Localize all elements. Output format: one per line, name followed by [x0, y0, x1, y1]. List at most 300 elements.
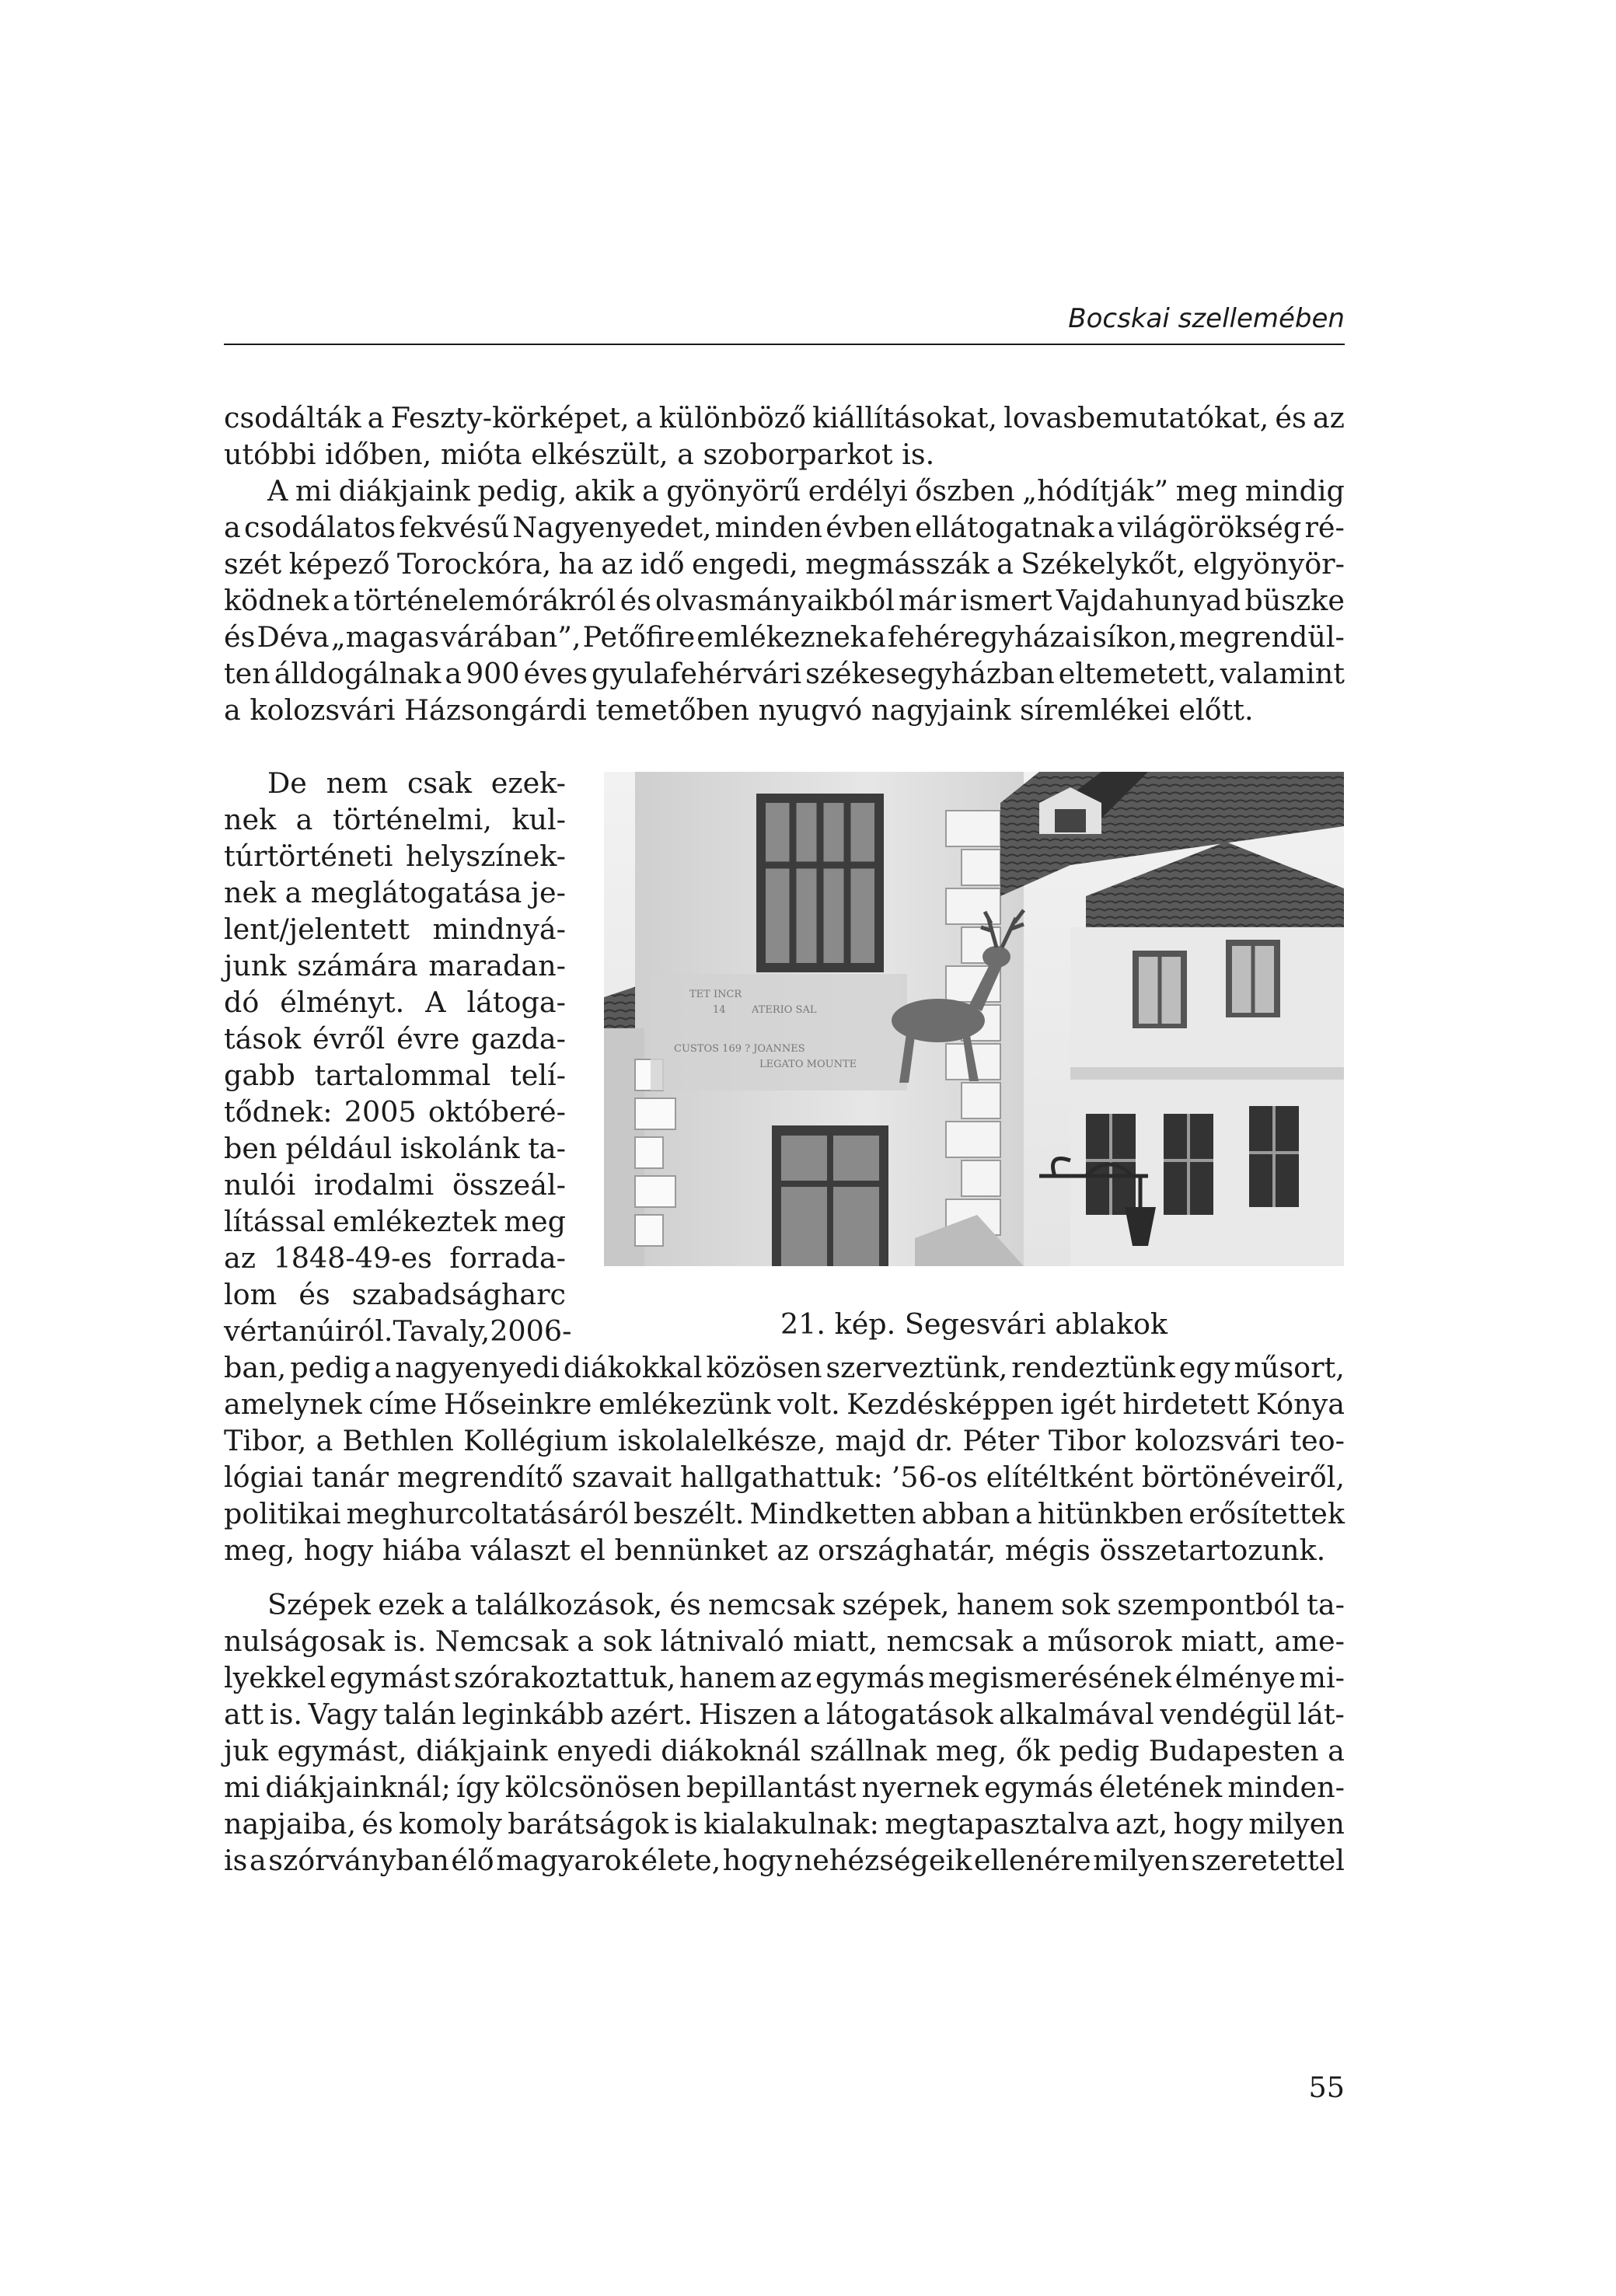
word: miatt,	[1181, 1624, 1266, 1658]
word: emlékeznek	[696, 620, 867, 654]
word: dó	[224, 986, 260, 1019]
word: és	[669, 1588, 701, 1621]
word: Péter	[962, 1424, 1039, 1457]
word: nek	[224, 876, 277, 909]
word: pedig	[290, 1351, 371, 1384]
word: sok	[1061, 1588, 1110, 1621]
word: Petőfire	[582, 620, 696, 654]
text-line	[224, 874, 566, 911]
text-line	[224, 509, 1345, 546]
inscription-line: 14	[713, 1004, 726, 1016]
word: barátságok	[508, 1807, 669, 1841]
word: 2005	[344, 1095, 417, 1129]
word: tanár	[311, 1460, 389, 1494]
word: ezek	[378, 1588, 444, 1621]
word: nyernek	[861, 1771, 979, 1804]
word: „hódítják”	[1022, 474, 1169, 508]
word: Kónya	[1255, 1387, 1345, 1421]
word: vértanúiról.	[224, 1314, 393, 1348]
word: mi	[295, 474, 332, 508]
word: fehéregyházai	[887, 620, 1091, 654]
word: és	[298, 1278, 330, 1311]
inscription-line: TET INCR	[689, 989, 742, 1000]
word: Kollégium	[463, 1424, 609, 1457]
word: hanem	[679, 1661, 777, 1694]
word: lát-	[1297, 1698, 1345, 1731]
word: a	[295, 803, 313, 836]
word: ködnek	[224, 584, 329, 617]
header-rule	[224, 344, 1345, 345]
word: a	[996, 547, 1014, 581]
word: gyönyörű	[666, 474, 801, 508]
word: Kezdésképpen	[846, 1387, 1054, 1421]
word: komoly	[398, 1807, 502, 1841]
word: közösen	[706, 1351, 822, 1384]
word: szét	[224, 547, 282, 581]
text-block-top	[224, 400, 1345, 728]
word: a	[577, 1624, 595, 1658]
word: kölcsönösen	[504, 1771, 681, 1804]
word: életének	[1098, 1771, 1223, 1804]
word: politikai	[224, 1497, 341, 1530]
word: bepillantást	[686, 1771, 857, 1804]
word: Vagy	[308, 1698, 378, 1731]
word: sok	[602, 1624, 652, 1658]
word: évre	[396, 1022, 460, 1056]
word: a	[869, 620, 886, 654]
text-line	[224, 1021, 566, 1057]
word: Mindketten	[749, 1497, 916, 1530]
word: kul-	[511, 803, 566, 836]
word: nagyenyedi	[395, 1351, 560, 1384]
word: lítással	[224, 1205, 326, 1238]
word: nemcsak	[886, 1624, 1014, 1658]
word: megmásszák	[805, 547, 989, 581]
word: diákoknál	[661, 1734, 801, 1767]
word: szempontból	[1117, 1588, 1300, 1621]
word: meghurcoltatásáról	[346, 1497, 629, 1530]
word: élete,	[640, 1844, 721, 1877]
word: vendégül	[1160, 1698, 1292, 1731]
word: a	[367, 401, 385, 434]
text-line	[224, 1696, 1345, 1732]
word: milyen	[1093, 1844, 1189, 1877]
text-line: a kolozsvári Házsongárdi temetőben nyugvó nagyjaink síremlékei előtt.	[224, 693, 1254, 727]
word: élő	[451, 1844, 494, 1877]
word: Hőseinkre	[443, 1387, 592, 1421]
word: a	[642, 474, 659, 508]
word: és	[620, 584, 651, 617]
word: magyarok	[496, 1844, 639, 1877]
word: hogy	[722, 1844, 793, 1877]
text-line: utóbbi időben, mióta elkészült, a szoborparkot is.	[224, 438, 935, 471]
word: beszélt.	[633, 1497, 745, 1530]
word: székesegyházban	[805, 657, 1055, 690]
word: Torockóra,	[396, 547, 552, 581]
word: tődnek:	[224, 1095, 333, 1129]
word: leginkább	[462, 1698, 604, 1731]
word: egymást,	[277, 1734, 407, 1767]
word: majd	[835, 1424, 906, 1457]
word: szabadságharc	[351, 1278, 566, 1311]
word: is.	[269, 1698, 302, 1731]
word: az	[1312, 401, 1345, 434]
text-line	[224, 947, 566, 984]
word: kolozsvári	[1134, 1424, 1281, 1457]
word: erősítettek	[1188, 1497, 1345, 1530]
word: szórványban	[268, 1844, 449, 1877]
text-line: meg, hogy hiába választ el bennünket az országhatár, mégis összetartozunk.	[224, 1534, 1326, 1567]
text-line	[224, 1349, 1345, 1386]
word: címe	[368, 1387, 438, 1421]
word: pedig,	[477, 474, 567, 508]
word: miatt,	[793, 1624, 878, 1658]
word: egymást	[329, 1661, 451, 1694]
text-line	[224, 400, 1345, 436]
word: napjaiba,	[224, 1807, 357, 1841]
word: élménye	[1174, 1661, 1296, 1694]
word: mindnyá-	[432, 912, 566, 946]
word: síkon,	[1092, 620, 1178, 654]
word: lom	[224, 1278, 277, 1311]
word: megtapasztalva	[885, 1807, 1110, 1841]
word: erdélyi	[808, 474, 908, 508]
word: a	[284, 876, 302, 909]
word: hanem	[956, 1588, 1054, 1621]
word: hitünkben	[1037, 1497, 1184, 1530]
word: meglátogatása	[310, 876, 522, 909]
word: történelmi,	[332, 803, 492, 836]
word: abban	[921, 1497, 1010, 1530]
word: évben	[825, 511, 912, 544]
word: csodálták	[224, 401, 361, 434]
word: minden	[714, 511, 822, 544]
word: ha	[558, 547, 594, 581]
word: a	[803, 1698, 821, 1731]
word: lógiai	[224, 1460, 304, 1494]
word: tartalommal	[314, 1059, 491, 1092]
text-line	[224, 619, 1345, 655]
word: látoga-	[466, 986, 566, 1019]
word: Feszty-körképet,	[390, 401, 630, 434]
word: iskolánk	[400, 1132, 520, 1165]
word: szerveztünk,	[825, 1351, 1008, 1384]
text-line	[224, 1732, 1345, 1769]
inscription-line: LEGATO MOUNTE	[759, 1059, 857, 1070]
text-line	[224, 1586, 1345, 1623]
word: hallgathattuk:	[679, 1460, 883, 1494]
word: lent/jelentett	[224, 912, 410, 946]
word: a	[1097, 511, 1115, 544]
word: Hiszen	[698, 1698, 798, 1731]
word: ben	[224, 1132, 277, 1165]
word: engedi,	[692, 547, 798, 581]
word: is	[224, 1844, 248, 1877]
word: műsorok	[1047, 1624, 1172, 1658]
word: a	[316, 1424, 333, 1457]
word: szállnak	[809, 1734, 927, 1767]
word: pedig	[1059, 1734, 1140, 1767]
word: egymás	[815, 1661, 925, 1694]
word: képező	[288, 547, 390, 581]
word: Tibor,	[224, 1424, 307, 1457]
text-line	[224, 1623, 1345, 1659]
word: ellenére	[973, 1844, 1091, 1877]
word: a	[1021, 1624, 1039, 1658]
word: összeál-	[452, 1168, 566, 1202]
word: a	[445, 657, 462, 690]
word: álldogálnak	[274, 657, 442, 690]
page-number: 55	[1308, 2071, 1345, 2104]
word: volt.	[777, 1387, 840, 1421]
word: ta-	[528, 1132, 566, 1165]
word: lovasbemutatókat,	[1003, 401, 1269, 434]
word: a	[332, 584, 350, 617]
word: Bethlen	[342, 1424, 454, 1457]
word: telí-	[510, 1059, 566, 1092]
word: egy	[1178, 1351, 1230, 1384]
word: A	[267, 474, 288, 508]
word: például	[285, 1132, 393, 1165]
word: 2006-	[490, 1314, 572, 1348]
text-line	[224, 1459, 1345, 1495]
word: is.	[393, 1624, 427, 1658]
word: ők	[1015, 1734, 1050, 1767]
running-head: Bocskai szellemében	[1068, 303, 1345, 334]
word: nehézségeik	[794, 1844, 972, 1877]
word: Szépek	[267, 1588, 371, 1621]
text-line	[224, 911, 566, 947]
word: 1848-49-es	[273, 1241, 432, 1275]
word: várában”,	[441, 620, 581, 654]
text-line	[224, 1313, 572, 1349]
word: enyedi	[557, 1734, 652, 1767]
word: A	[425, 986, 446, 1019]
text-line	[224, 1386, 1345, 1422]
word: világörökség	[1117, 511, 1302, 544]
word: Tibor	[1048, 1424, 1126, 1457]
word: ’56-os	[891, 1460, 978, 1494]
word: meg,	[935, 1734, 1007, 1767]
word: nulságosak	[224, 1624, 386, 1658]
word: idő	[640, 547, 685, 581]
word: a	[224, 511, 241, 544]
text-line	[224, 546, 1345, 582]
word: Székelykőt,	[1021, 547, 1186, 581]
word: megrendítő	[396, 1460, 564, 1494]
word: a	[374, 1351, 392, 1384]
word: börtönéveiről,	[1141, 1460, 1345, 1494]
word: olvasmányaikból	[655, 584, 895, 617]
word: dr.	[915, 1424, 954, 1457]
word: helyszínek-	[406, 839, 566, 873]
word: szeretettel	[1191, 1844, 1345, 1877]
word: élményt.	[280, 986, 405, 1019]
word: nulói	[224, 1168, 296, 1202]
word: Nemcsak	[435, 1624, 568, 1658]
word: ten	[224, 657, 270, 690]
word: diákjainknál;	[265, 1771, 451, 1804]
word: „magas	[330, 620, 439, 654]
word: kialakulnak:	[703, 1807, 879, 1841]
word: forrada-	[449, 1241, 566, 1275]
text-block-beside-figure	[224, 765, 572, 1349]
word: Tavaly,	[393, 1314, 490, 1348]
word: találkozások,	[475, 1588, 663, 1621]
text-line	[224, 1842, 1345, 1879]
word: hogy	[1173, 1807, 1243, 1841]
word: hirdetett	[1122, 1387, 1250, 1421]
word: szépek,	[842, 1588, 950, 1621]
word: a	[1328, 1734, 1345, 1767]
word: azért.	[609, 1698, 693, 1731]
word: maradan-	[428, 949, 566, 982]
word: je-	[530, 876, 566, 909]
word: Budapesten	[1148, 1734, 1319, 1767]
word: ismert	[959, 584, 1052, 617]
word: őszben	[915, 474, 1015, 508]
word: látogatások	[825, 1698, 993, 1731]
word: gazda-	[471, 1022, 566, 1056]
word: diákokkal	[563, 1351, 703, 1384]
text-block-bottom	[224, 1586, 1345, 1879]
word: irodalmi	[314, 1168, 435, 1202]
word: műsort,	[1234, 1351, 1345, 1384]
word: és	[361, 1807, 393, 1841]
word: talán	[383, 1698, 456, 1731]
text-line	[224, 1130, 566, 1167]
word: különböző	[658, 401, 806, 434]
photo-illustration	[604, 772, 1344, 1266]
word: szavait	[571, 1460, 672, 1494]
word: mi	[224, 1771, 260, 1804]
word: eltemetett,	[1058, 657, 1216, 690]
word: a	[451, 1588, 468, 1621]
figure-caption: 21. kép. Segesvári ablakok	[780, 1307, 1168, 1341]
word: meg	[504, 1205, 566, 1238]
word: diákjaink	[416, 1734, 548, 1767]
word: nem	[326, 766, 389, 800]
word: emlékezünk	[599, 1387, 771, 1421]
word: gabb	[224, 1059, 295, 1092]
word: Nagyenyedet,	[512, 511, 712, 544]
text-line	[224, 1422, 1345, 1459]
word: mindig	[1244, 474, 1345, 508]
word: Déva	[257, 620, 330, 654]
text-line	[224, 473, 1345, 509]
word: így	[456, 1771, 500, 1804]
word: októberé-	[428, 1095, 566, 1129]
word: az	[780, 1661, 812, 1694]
word: éves	[523, 657, 588, 690]
word: történelemórákról	[353, 584, 616, 617]
word: nemcsak	[708, 1588, 835, 1621]
word: ezek-	[490, 766, 566, 800]
word: juk	[224, 1734, 268, 1767]
word: csak	[407, 766, 473, 800]
word: és	[1275, 401, 1307, 434]
text-line	[224, 984, 566, 1021]
word: csodálatos	[244, 511, 396, 544]
inscription-line: ATERIO SAL	[752, 1004, 817, 1016]
word: teo-	[1290, 1424, 1345, 1457]
text-line	[224, 1167, 566, 1203]
text-line	[224, 655, 1345, 692]
word: kiállításokat,	[812, 401, 998, 434]
text-line	[224, 582, 1345, 619]
text-line	[224, 1495, 1345, 1532]
word: már	[899, 584, 956, 617]
text-line	[224, 1094, 566, 1130]
word: egymás	[984, 1771, 1094, 1804]
word: ban,	[224, 1351, 287, 1384]
word: nek	[224, 803, 277, 836]
word: ame-	[1274, 1624, 1345, 1658]
text-line	[224, 1240, 566, 1276]
word: is	[674, 1807, 698, 1841]
word: azt,	[1115, 1807, 1168, 1841]
word: Vajdahunyad	[1056, 584, 1241, 617]
text-line	[224, 1057, 566, 1094]
text-line	[224, 1659, 1345, 1696]
text-line	[224, 1203, 566, 1240]
word: mi-	[1299, 1661, 1345, 1694]
text-line	[224, 801, 566, 838]
word: akik	[574, 474, 635, 508]
word: szórakoztattuk,	[453, 1661, 676, 1694]
inscription-line: CUSTOS 169 ? JOANNES	[674, 1043, 805, 1055]
word: att	[224, 1698, 264, 1731]
word: emlékeztek	[333, 1205, 497, 1238]
word: rendeztünk	[1011, 1351, 1175, 1384]
word: meg	[1175, 474, 1238, 508]
text-line	[224, 1769, 1345, 1806]
word: fekvésű	[399, 511, 510, 544]
word: ellátogatnak	[915, 511, 1094, 544]
word: büszke	[1244, 584, 1345, 617]
text-line	[224, 838, 566, 874]
word: a	[1015, 1497, 1032, 1530]
word: megismerésének	[928, 1661, 1172, 1694]
text-block-after-figure	[224, 1349, 1345, 1568]
word: amelynek	[224, 1387, 362, 1421]
word: látnivaló	[660, 1624, 784, 1658]
word: milyen	[1248, 1807, 1345, 1841]
word: ré-	[1304, 511, 1345, 544]
word: túrtörténeti	[224, 839, 393, 873]
word: elítéltként	[986, 1460, 1134, 1494]
word: 900	[465, 657, 520, 690]
word: évről	[312, 1022, 386, 1056]
word: valamint	[1220, 657, 1345, 690]
word: iskolalelkésze,	[617, 1424, 826, 1457]
word: alkalmával	[999, 1698, 1154, 1731]
word: a	[635, 401, 653, 434]
text-line	[224, 765, 566, 801]
word: diákjaink	[338, 474, 470, 508]
word: tások	[224, 1022, 302, 1056]
word: elgyönyör-	[1192, 547, 1345, 581]
word: De	[267, 766, 307, 800]
word: gyulafehérvári	[592, 657, 802, 690]
word: az	[601, 547, 633, 581]
word: igét	[1060, 1387, 1116, 1421]
word: és	[224, 620, 256, 654]
word: az	[224, 1241, 256, 1275]
word: megrendül-	[1178, 620, 1345, 654]
figure-photo-segesvar-windows	[604, 772, 1344, 1266]
word: a	[249, 1844, 267, 1877]
